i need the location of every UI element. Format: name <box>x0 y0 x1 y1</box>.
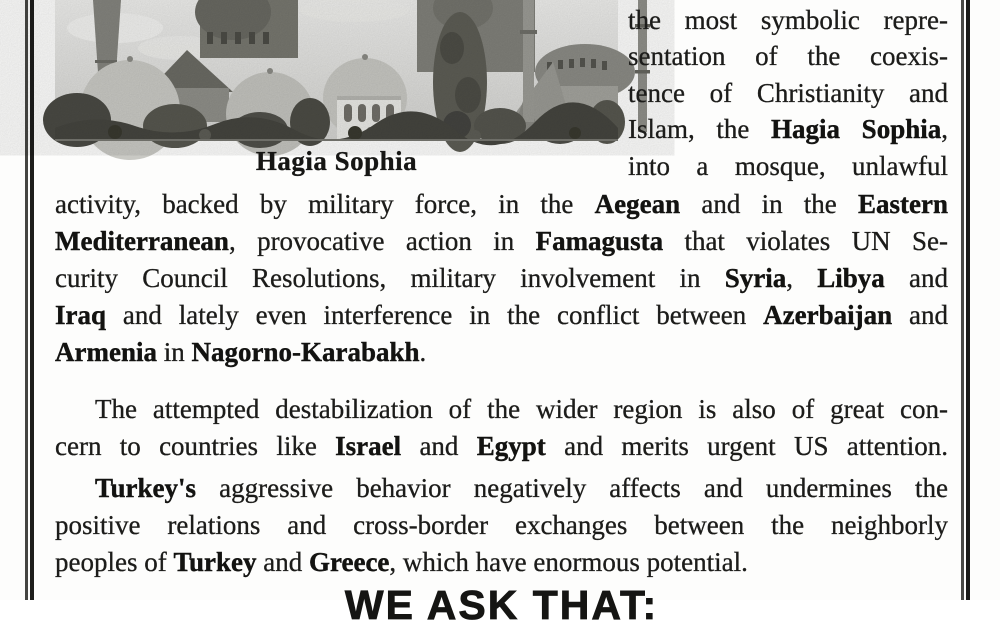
text-segment: and in the <box>680 189 858 219</box>
bold-text-segment: Armenia <box>55 337 157 367</box>
bold-text-segment: Israel <box>335 431 402 461</box>
text-segment: The attempted destabilization of the wider region is also of great con- <box>95 394 948 424</box>
text-line <box>628 148 948 184</box>
we-ask-that-heading: WE ASK THAT: <box>344 582 659 628</box>
text-segment: and lately even interference in the conflict between <box>106 300 764 330</box>
text-line <box>55 223 948 260</box>
text-segment: and <box>256 547 309 577</box>
text-line <box>55 391 948 428</box>
page-border-left-outer <box>25 0 28 600</box>
text-segment: , <box>786 263 818 293</box>
bold-text-segment: Libya <box>817 263 885 293</box>
text-segment: and <box>892 300 948 330</box>
text-segment: in <box>156 337 192 367</box>
page-border-right-inner <box>961 0 964 600</box>
text-segment: aggressive behavior negatively affects and undermines the <box>196 473 948 503</box>
text-segment: activity, backed by military force, in the <box>55 189 595 219</box>
text-segment: positive relations and cross-border exchanges between the neighborly <box>55 510 948 540</box>
text-segment: , <box>941 114 948 145</box>
bold-text-segment: Turkey <box>173 547 257 577</box>
text-line <box>55 260 948 297</box>
text-line <box>55 470 948 507</box>
bold-text-segment: Hagia Sophia <box>771 114 942 145</box>
text-segment: the most symbolic repre- <box>628 5 948 35</box>
bold-text-segment: Iraq <box>55 300 107 330</box>
footer-heading-clip <box>55 582 948 628</box>
text-segment: sentation of the coexis- <box>628 41 948 72</box>
text-segment: , which have enormous potential. <box>389 547 748 577</box>
bold-text-segment: Mediterranean <box>55 226 229 256</box>
text-segment: and <box>884 263 949 293</box>
bold-text-segment: Syria <box>724 263 787 293</box>
bold-text-segment: Greece <box>308 547 390 577</box>
text-line <box>55 334 948 371</box>
text-segment: , provocative action in <box>228 226 536 256</box>
hagia-sophia-photo-graphic <box>55 0 618 141</box>
page-border-left-inner <box>30 0 34 600</box>
bold-text-segment: Nagorno-Karabakh <box>191 337 420 367</box>
bold-text-segment: Eastern <box>858 189 948 219</box>
text-line <box>55 544 948 581</box>
text-line <box>628 111 948 147</box>
body-paragraph-3 <box>55 470 948 581</box>
hagia-sophia-photo <box>55 0 618 141</box>
text-segment: . <box>419 337 427 367</box>
text-segment: peoples of <box>55 547 174 577</box>
bold-text-segment: Egypt <box>476 431 546 461</box>
text-line <box>55 297 948 334</box>
text-segment: Islam, the <box>628 114 772 145</box>
text-segment: that violates UN Se- <box>663 226 948 256</box>
bold-text-segment: Famagusta <box>535 226 664 256</box>
text-line <box>55 428 948 465</box>
text-line <box>55 186 948 223</box>
text-line <box>628 2 948 38</box>
text-segment: and <box>401 431 477 461</box>
bold-text-segment: Turkey's <box>95 473 197 503</box>
text-segment: tence of Christianity and <box>628 77 948 108</box>
photo-caption: Hagia Sophia <box>255 146 418 176</box>
text-line <box>628 38 948 74</box>
text-segment: and merits urgent US attention. <box>545 431 949 461</box>
intro-column <box>628 2 948 184</box>
text-line <box>55 507 948 544</box>
text-segment: curity Council Resolutions, military involvement in <box>55 263 725 293</box>
text-line <box>628 75 948 111</box>
body-paragraph-2 <box>55 391 948 465</box>
page-border-right-outer <box>966 0 970 600</box>
bold-text-segment: Aegean <box>594 189 681 219</box>
bold-text-segment: Azerbaijan <box>763 300 893 330</box>
text-segment: cern to countries like <box>55 431 336 461</box>
text-segment: into a mosque, unlawful <box>628 150 948 181</box>
body-paragraph-1 <box>55 186 948 371</box>
